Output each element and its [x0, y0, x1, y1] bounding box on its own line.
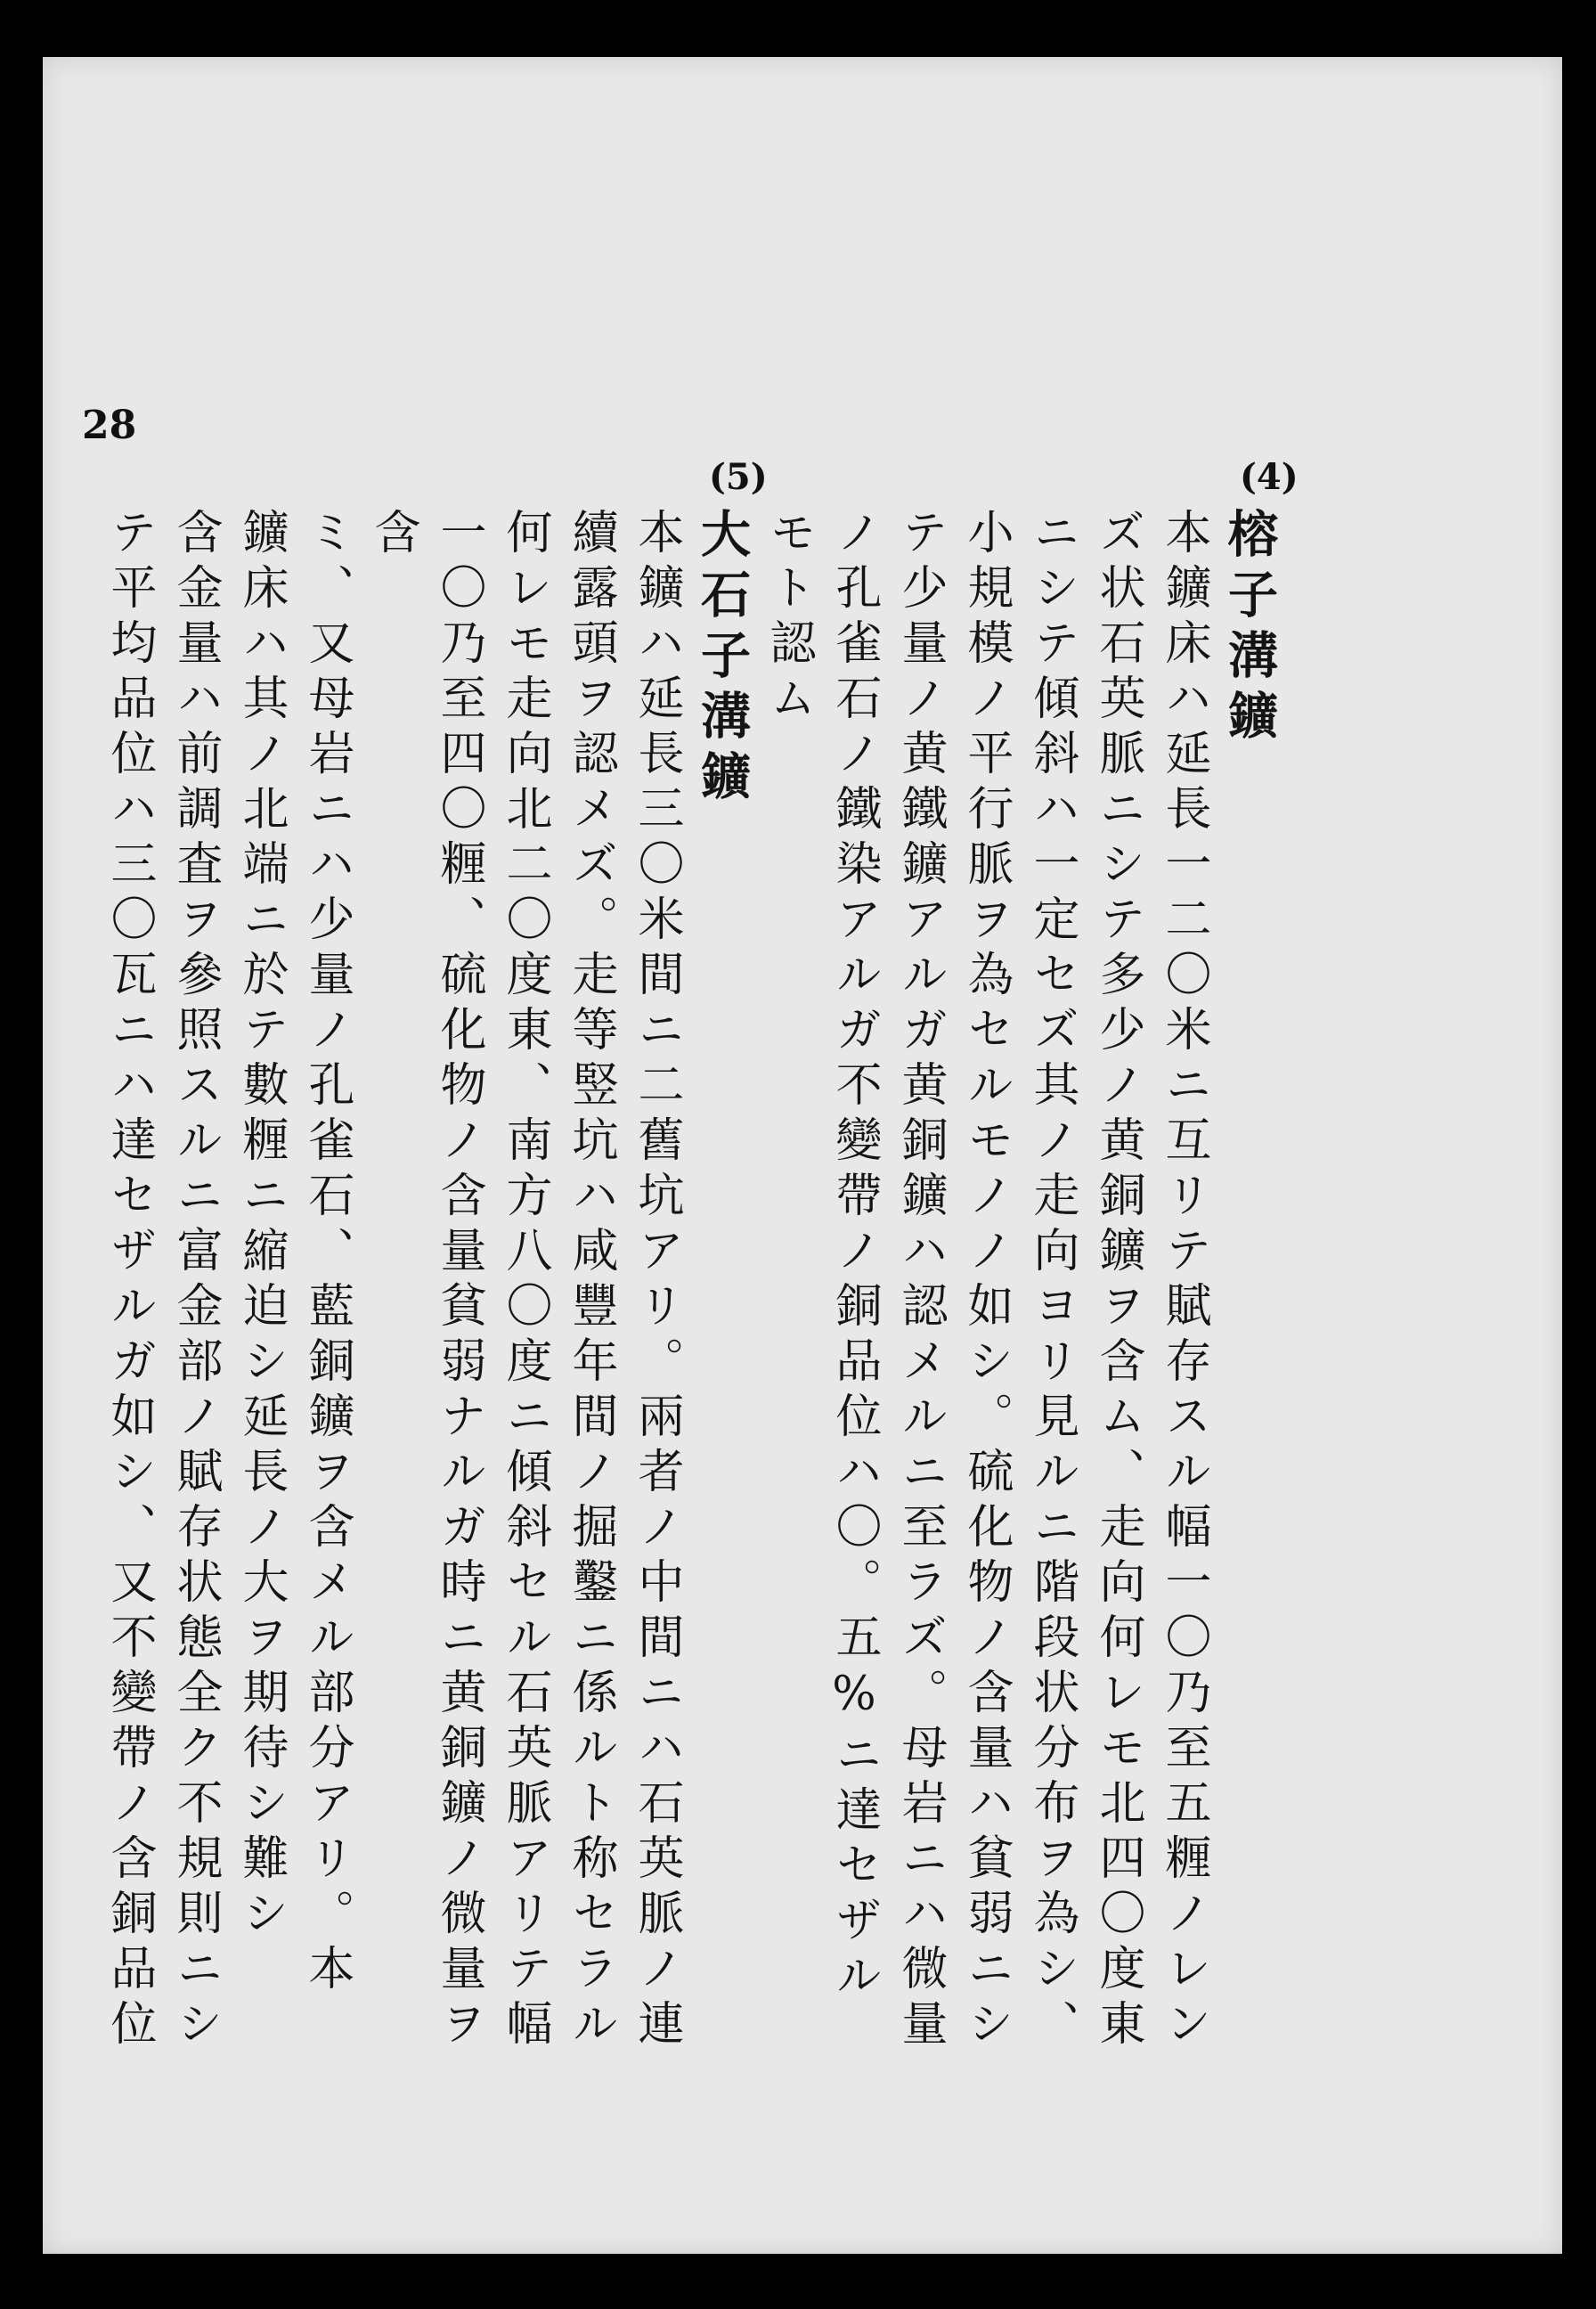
section-5-line-4: 一〇乃至四〇糎、硫化物ノ含量貧弱ナルガ時ニ黄銅鑛ノ微量ヲ含	[366, 508, 485, 2054]
section-5-line-6: 鑛床ハ其ノ北端ニ於テ數糎ニ縮迫シ延長ノ大ヲ期待シ難シ	[234, 508, 288, 1944]
section-5-number: (5)	[709, 456, 768, 498]
page-number: 28	[82, 403, 137, 448]
section-4-line-5: テ少量ノ黄鐵鑛アルガ黄銅鑛ハ認メルニ至ラズ。母岩ニハ微量	[893, 508, 947, 2054]
section-5-line-2: 續露頭ヲ認メズ。走等竪坑ハ咸豐年間ノ掘鑿ニ係ルト称セラル	[564, 508, 617, 2054]
section-4-line-7: モト認ム	[761, 508, 815, 729]
section-4-line-4: 小規模ノ平行脈ヲ為セルモノノ如シ。硫化物ノ含量ハ貧弱ニシ	[959, 508, 1013, 2054]
section-4-line-6: ノ孔雀石ノ鐵染アルガ不變帶ノ銅品位ハ〇。五%ニ達セザル	[827, 508, 881, 2006]
section-5-title: 大石子溝鑛	[693, 508, 752, 811]
section-5-line-5: ミ、又母岩ニハ少量ノ孔雀石、藍銅鑛ヲ含メル部分アリ。本	[300, 508, 354, 1999]
section-4-line-3: ニシテ傾斜ハ一定セズ其ノ走向ヨリ見ルニ階段状分布ヲ為シ、	[1025, 508, 1079, 2054]
section-5-line-3: 何レモ走向北二〇度東、南方八〇度ニ傾斜セル石英脈アリテ幅	[498, 508, 551, 2054]
vertical-text-body	[102, 508, 1282, 2093]
section-4-line-2: ズ状石英脈ニシテ多少ノ黄銅鑛ヲ含ム、走向何レモ北四〇度東	[1091, 508, 1144, 2054]
section-4-title: 榕子溝鑛	[1220, 508, 1279, 750]
section-5-line-8: テ平均品位ハ三〇瓦ニハ達セザルガ如シ、又不變帶ノ含銅品位	[102, 508, 156, 2054]
section-5-line-7: 含金量ハ前調査ヲ參照スルニ富金部ノ賦存状態全ク不規則ニシ	[168, 508, 222, 2054]
section-4-line-1: 本鑛床ハ延長一二〇米ニ互リテ賦存スル幅一〇乃至五糎ノレン	[1157, 508, 1210, 2054]
section-4-number: (4)	[1240, 456, 1299, 498]
section-5-line-1: 本鑛ハ延長三〇米間ニ二舊坑アリ。兩者ノ中間ニハ石英脈ノ連	[630, 508, 683, 2054]
